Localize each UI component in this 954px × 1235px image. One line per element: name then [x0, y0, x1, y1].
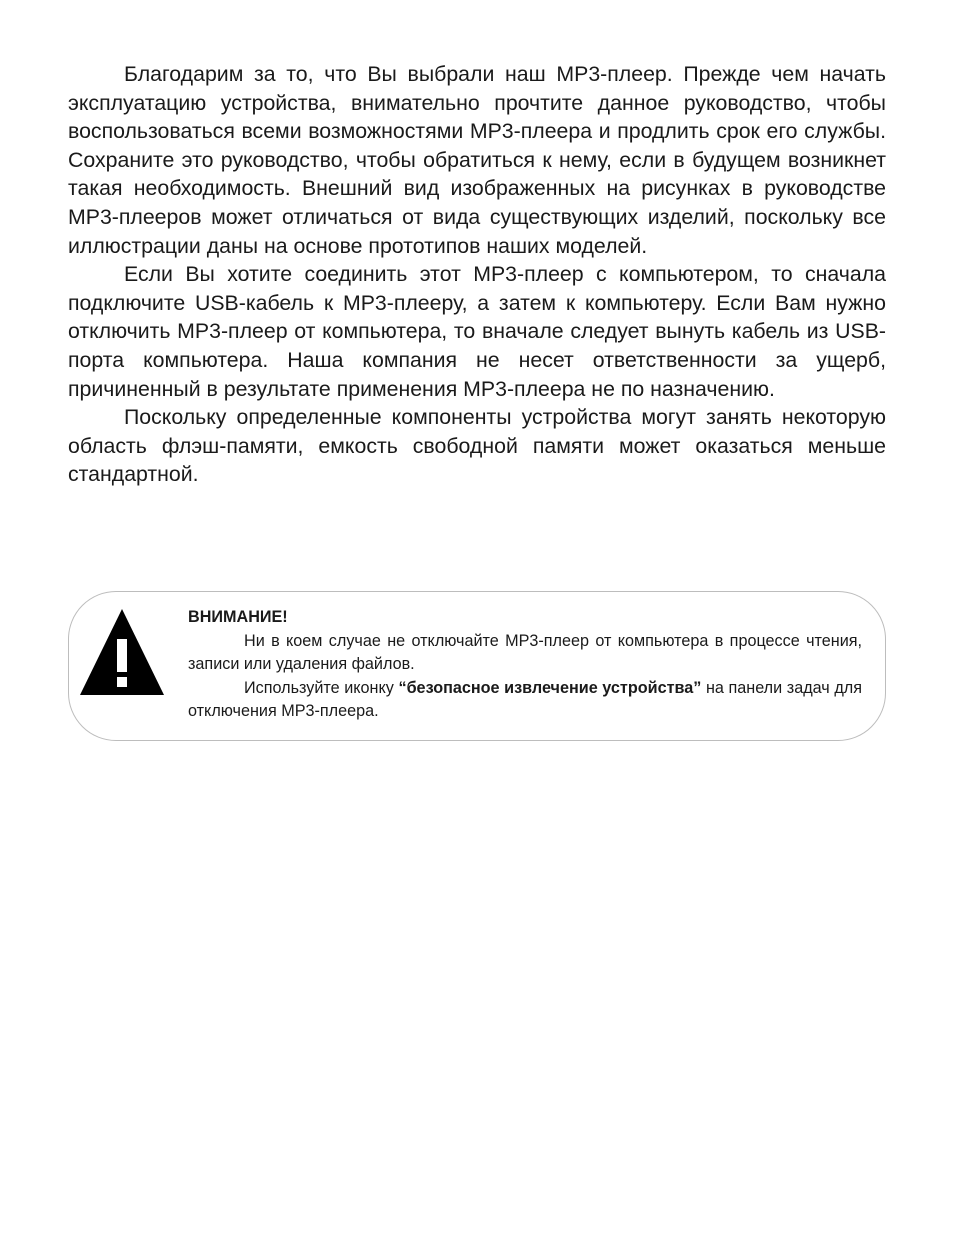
document-body — [68, 60, 886, 489]
warning-text — [188, 606, 862, 724]
warning-text-after: на панели задач для отключения МР3-плеера. — [188, 678, 863, 720]
warning-box — [68, 591, 886, 741]
warning-title: ВНИМАНИЕ! — [188, 608, 288, 626]
intro-paragraph: Благодарим за то, что Вы выбрали наш МР3-плеер. Прежде чем начать эксплуатацию устройства, внимательно прочтите данное руководство, чтобы воспользоваться всеми возможностями МР3-плеера и продлить срок его службы. Сохраните это руководство, чтобы обратиться к нему, если в будущем возникнет такая необходимость. Внешний вид изображенных на рисунках в руководстве МР3-плееров может отличаться от вида существующих изделий, поскольку все иллюстрации даны на основе прототипов наших моделей. — [68, 62, 886, 258]
safe-removal-label: “безопасное извлечение устройства” — [398, 678, 702, 697]
warning-triangle-icon — [80, 609, 164, 695]
warning-text-before: Используйте иконку — [244, 678, 399, 697]
warning-paragraph-disconnect: Ни в коем случае не отключайте МР3-плеер от компьютера в процессе чтения, записи или удаления файлов. — [188, 631, 862, 673]
usb-connection-paragraph: Если Вы хотите соединить этот МР3-плеер с компьютером, то сначала подключите USB-кабель к МР3-плееру, а затем к компьютеру. Если Вам нужно отключить МР3-плеер от компьютера, то вначале следует вынуть кабель из USB-порта компьютера. Наша компания не несет ответственности за ущерб, причиненный в результате применения МР3-плеера не по назначению. — [68, 262, 886, 401]
memory-capacity-paragraph: Поскольку определенные компоненты устройства могут занять некоторую область флэш-памяти, емкость свободной памяти может оказаться меньше стандартной. — [68, 405, 886, 487]
warning-paragraph-safe-removal — [188, 677, 862, 724]
